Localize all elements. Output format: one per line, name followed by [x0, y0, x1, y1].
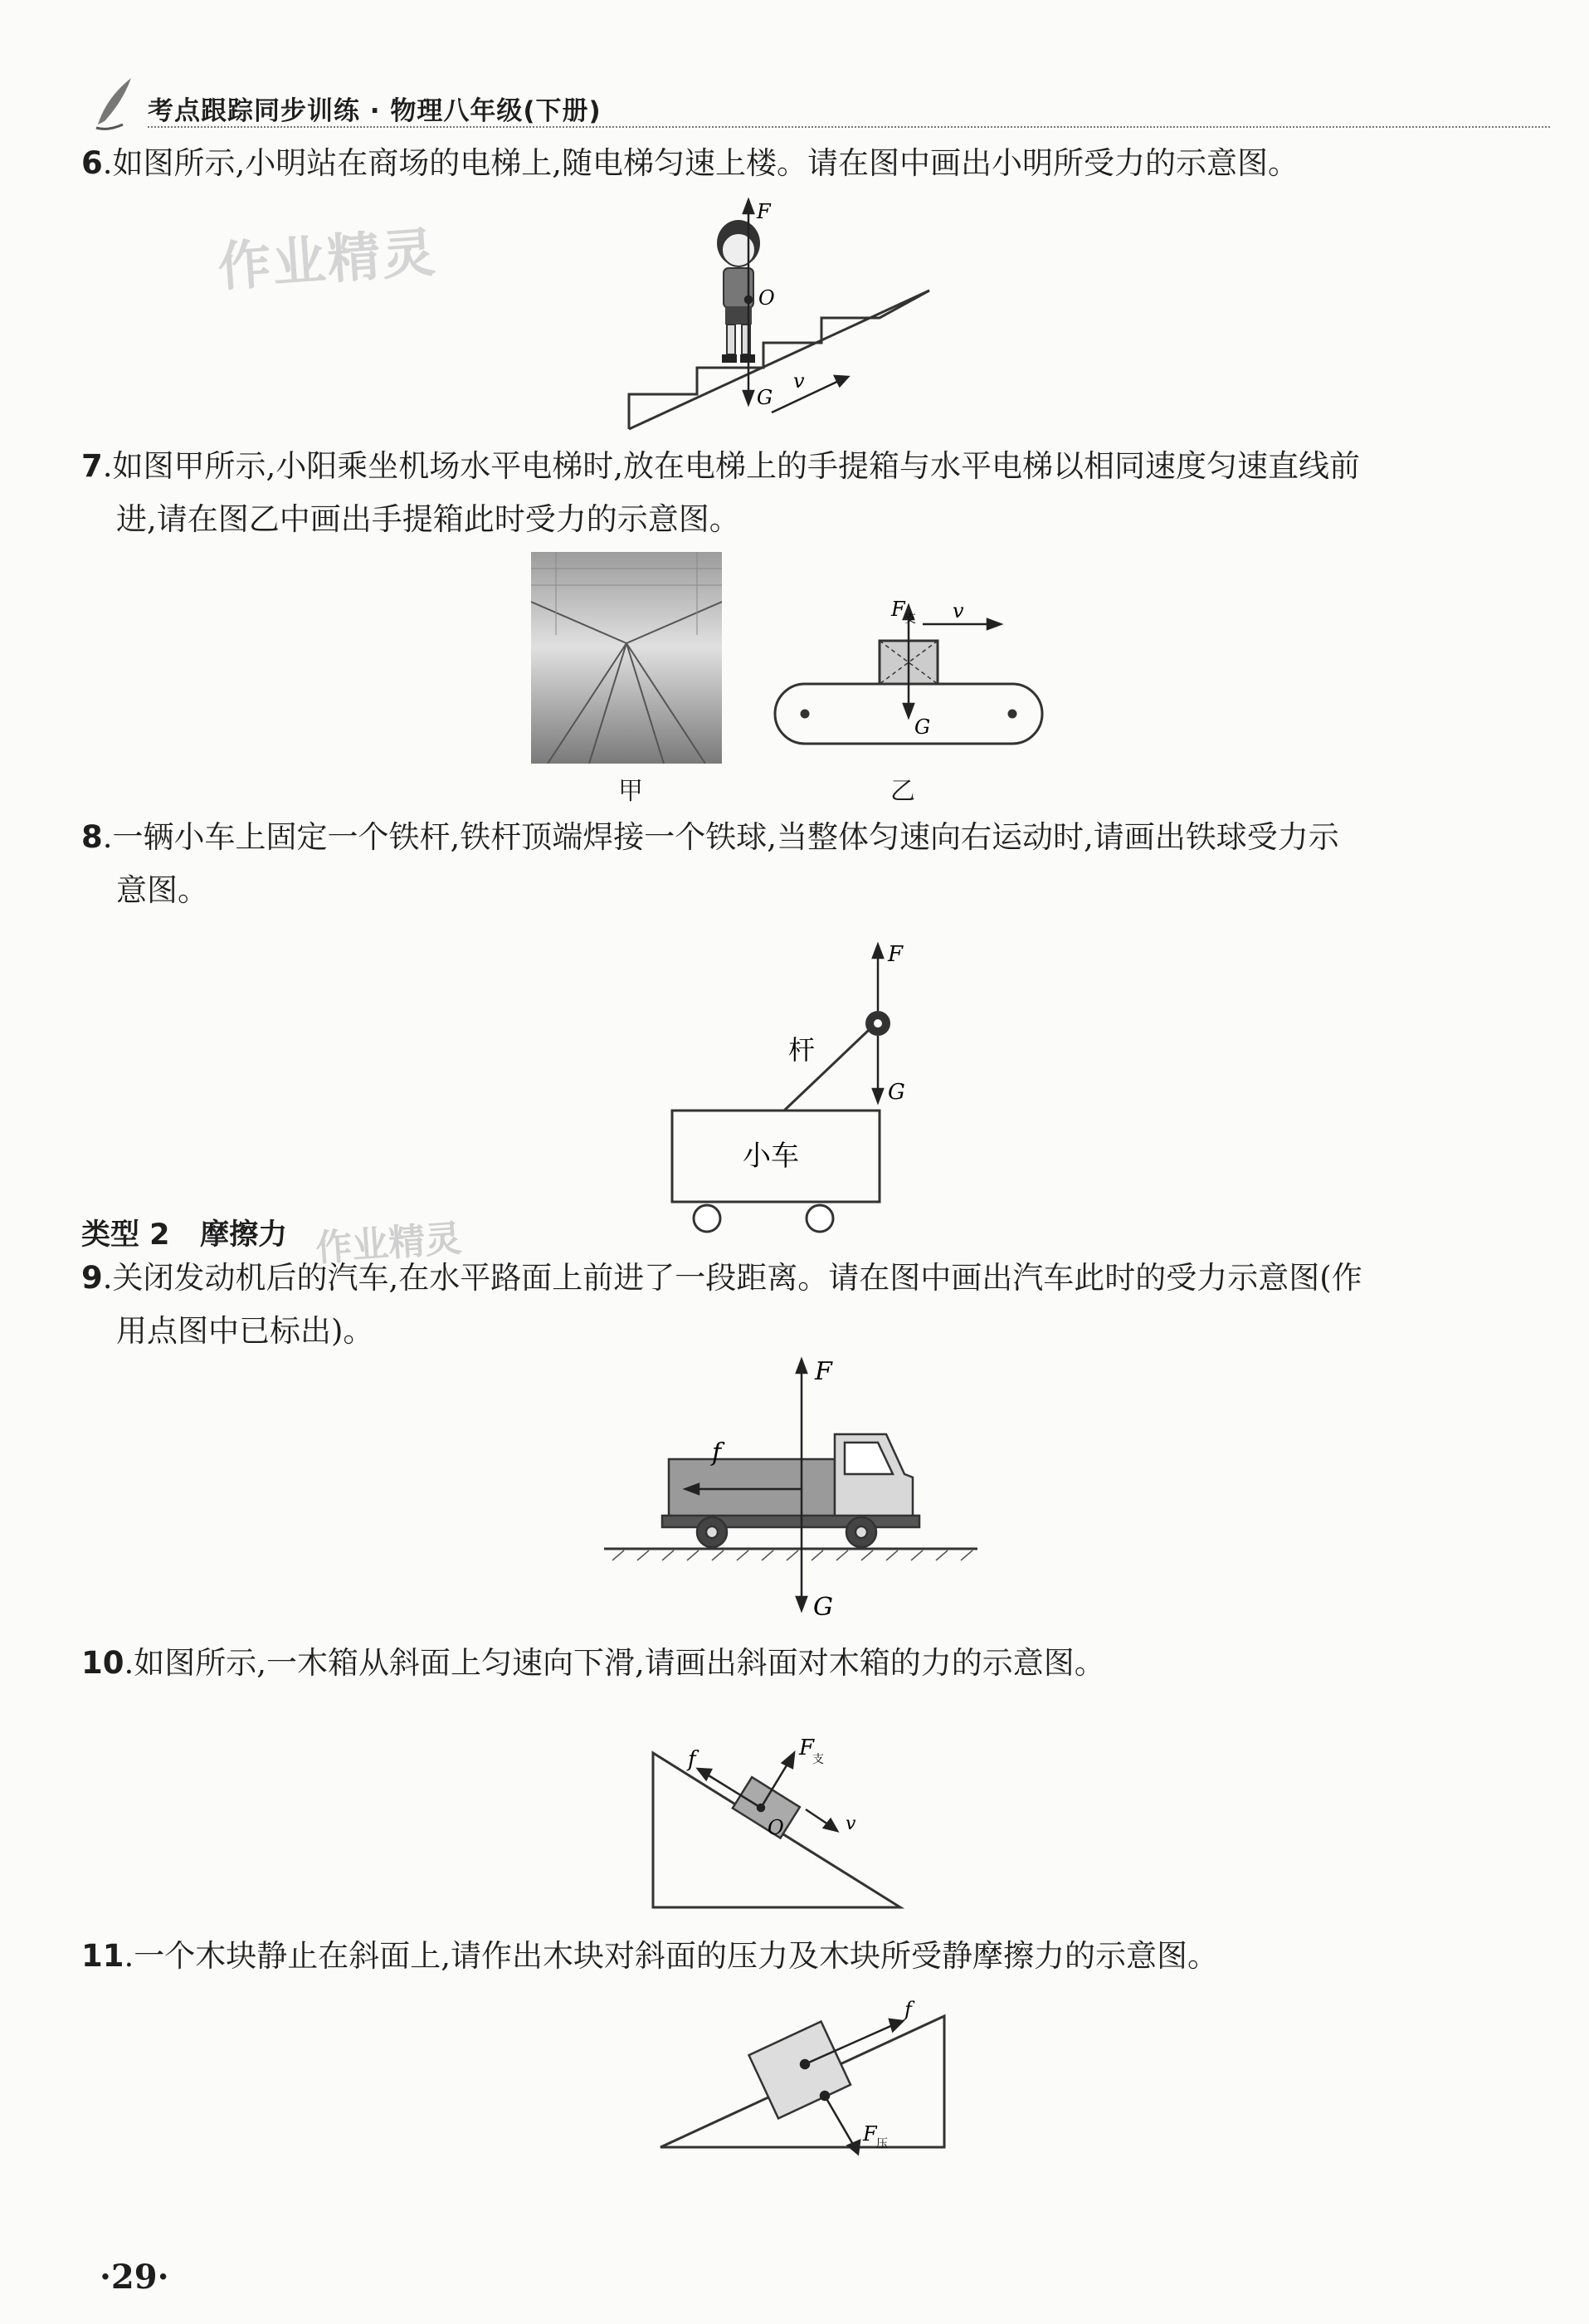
section-label: 类型 2	[81, 1218, 170, 1252]
point-label-O: O	[768, 1816, 784, 1839]
force-label-subscript: 支	[812, 1753, 824, 1766]
question-text-line1: .关闭发动机后的汽车,在水平路面上前进了一段距离。请在图中画出汽车此时的受力示意图(作	[102, 1260, 1362, 1296]
force-label-F: F	[799, 1736, 815, 1760]
velocity-label-v: v	[846, 1814, 856, 1834]
question-number: 11	[81, 1938, 124, 1974]
figure-9-truck	[604, 1351, 986, 1625]
force-label-F: F	[863, 2122, 877, 2146]
force-label-f: f	[904, 1998, 912, 2021]
figure-caption-b: 乙	[890, 777, 915, 806]
question-number: 10	[81, 1645, 124, 1681]
figure-11-incline-block	[656, 1988, 954, 2158]
force-label-subscript: 压	[876, 2137, 888, 2151]
velocity-label-v: v	[953, 599, 964, 622]
force-label-f: f	[712, 1438, 722, 1467]
question-number: 8	[81, 819, 103, 855]
force-label-subscript: 支	[904, 613, 916, 626]
section-title: 摩擦力	[200, 1218, 288, 1252]
question-number: 9	[81, 1260, 103, 1296]
boy-figure	[717, 220, 760, 363]
cart-label: 小车	[743, 1140, 799, 1173]
velocity-label-v: v	[793, 369, 805, 393]
question-text: .一个木块静止在斜面上,请作出木块对斜面的压力及木块所受静摩擦力的示意图。	[124, 1938, 1219, 1974]
force-label-G: G	[888, 1080, 905, 1105]
watermark: 作业精灵	[216, 222, 439, 300]
figure-7a-walkway-photo	[531, 552, 722, 764]
question-text-line1: .如图甲所示,小阳乘坐机场水平电梯时,放在电梯上的手提箱与水平电梯以相同速度匀速直线前	[102, 448, 1361, 484]
feather-pen-icon	[90, 73, 139, 133]
force-label-F: F	[891, 598, 905, 621]
force-label-F: F	[888, 942, 904, 967]
force-label-F: F	[757, 200, 771, 223]
force-label-f: f	[688, 1747, 696, 1772]
question-text: .如图所示,小明站在商场的电梯上,随电梯匀速上楼。请在图中画出小明所受力的示意图。	[102, 145, 1299, 181]
question-6	[81, 137, 1509, 190]
force-label-G: G	[914, 715, 931, 739]
question-11	[81, 1930, 1509, 1983]
question-number: 6	[81, 145, 103, 181]
rod-label: 杆	[788, 1034, 816, 1066]
page-header-title: 考点跟踪同步训练 · 物理八年级(下册)	[148, 96, 602, 126]
figure-10-incline-box	[643, 1693, 909, 1917]
question-text-line2: 进,请在图乙中画出手提箱此时受力的示意图。	[116, 501, 740, 537]
question-10	[81, 1637, 1509, 1690]
question-text-line2: 意图。	[116, 872, 208, 908]
section-heading	[81, 1212, 287, 1253]
point-label-O: O	[758, 286, 775, 310]
watermark: 作业精灵	[314, 1217, 463, 1271]
question-text-line2: 用点图中已标出)。	[116, 1313, 374, 1349]
page-number: ·29·	[100, 2258, 169, 2297]
force-label-G: G	[813, 1593, 833, 1622]
figure-8-cart-rod-ball	[656, 936, 929, 1235]
question-text-line1: .一辆小车上固定一个铁杆,铁杆顶端焊接一个铁球,当整体匀速向右运动时,请画出铁球受力示	[102, 819, 1339, 855]
header-divider	[148, 126, 1550, 128]
question-number: 7	[81, 448, 103, 484]
figure-7b-conveyor	[772, 591, 1046, 761]
force-label-F: F	[815, 1357, 832, 1386]
force-label-G: G	[757, 386, 773, 409]
question-7	[81, 440, 1509, 546]
question-text: .如图所示,一木箱从斜面上匀速向下滑,请画出斜面对木箱的力的示意图。	[124, 1645, 1105, 1681]
question-9	[81, 1252, 1509, 1358]
question-8	[81, 811, 1509, 917]
figure-caption-a: 甲	[618, 777, 643, 806]
figure-6-escalator	[614, 195, 946, 436]
